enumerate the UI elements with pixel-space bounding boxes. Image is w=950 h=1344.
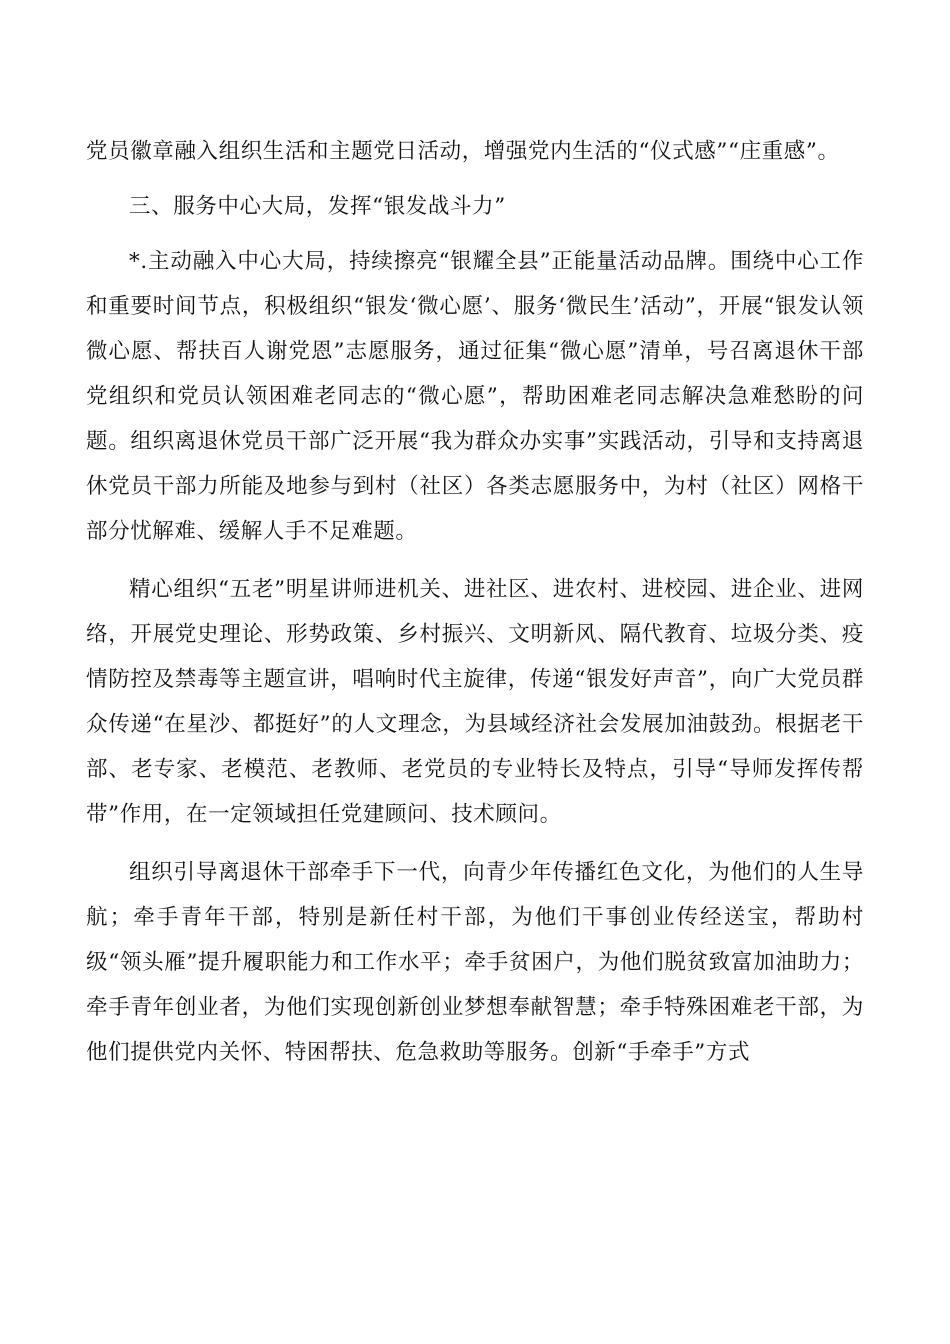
paragraph-body: 组织引导离退休干部牵手下一代，向青少年传播红色文化，为他们的人生导航；牵手青年干部，特别是新任村干部，为他们干事创业传经送宝，帮助村级“领头雁”提升履职能力和工作水平；牵手贫困户，为他们脱贫致富加油助力；牵手青年创业者，为他们实现创新创业梦想奉献智慧；牵手特殊困难老干部，为他们提供党内关怀、特困帮扶、危急救助等服务。创新“手牵手”方式 [86, 860, 864, 1065]
paragraph-body: *.主动融入中心大局，持续擦亮“银耀全县”正能量活动品牌。围绕中心工作和重要时间节点，积极组织“银发‘微心愿’、服务‘微民生’活动”，开展“银发认领微心愿、帮扶百人谢党恩”志愿服务，通过征集“微心愿”清单，号召离退休干部党组织和党员认领困难老同志的“微心愿”，帮助困难老同志解决急难愁盼的问题。组织离退休党员干部广泛开展“我为群众办实事”实践活动，引导和支持离退休党员干部力所能及地参与到村（社区）各类志愿服务中，为村（社区）网格干部分忧解难、缓解人手不足难题。 [86, 249, 864, 544]
paragraph-body: 精心组织“五老”明星讲师进机关、进社区、进农村、进校园、进企业、进网络，开展党史理论、形势政策、乡村振兴、文明新风、隔代教育、垃圾分类、疫情防控及禁毒等主题宣讲，唱响时代主旋律，传递“银发好声音”，向广大党员群众传递“在星沙、都挺好”的人文理念，为县域经济社会发展加油鼓劲。根据老干部、老专家、老模范、老教师、老党员的专业特长及特点，引导“导师发挥传帮带”作用，在一定领域担任党建顾问、技术顾问。 [86, 577, 864, 827]
paragraph-continuation: 党员徽章融入组织生活和主题党日活动，增强党内生活的“仪式感”“庄重感”。 [86, 139, 840, 164]
document-body [86, 129, 864, 1075]
section-heading: 三、服务中心大局，发挥“银发战斗力” [129, 194, 506, 219]
